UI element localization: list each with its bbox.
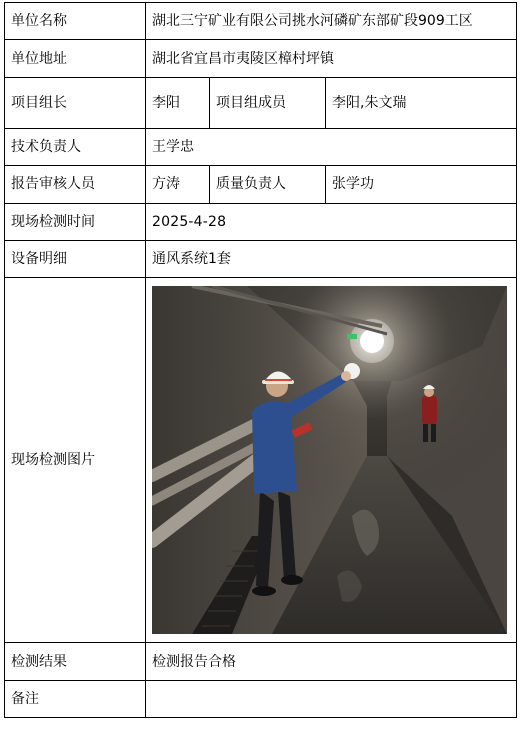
row-inspect-time <box>5 203 517 240</box>
value-equipment: 通风系统1套 <box>146 240 517 277</box>
row-unit-address <box>5 40 517 77</box>
row-remarks <box>5 680 517 717</box>
label-team-leader: 项目组长 <box>5 77 146 128</box>
row-photo <box>5 278 517 643</box>
label-remarks: 备注 <box>5 680 146 717</box>
row-reviewer <box>5 166 517 203</box>
value-team-leader: 李阳 <box>146 77 210 128</box>
row-tech-lead <box>5 128 517 165</box>
value-unit-address: 湖北省宜昌市夷陵区樟村坪镇 <box>146 40 517 77</box>
inspection-record-table <box>4 2 517 718</box>
value-tech-lead: 王学忠 <box>146 128 517 165</box>
label-tech-lead: 技术负责人 <box>5 128 146 165</box>
label-reviewer: 报告审核人员 <box>5 166 146 203</box>
row-unit-name <box>5 3 517 40</box>
row-equipment <box>5 240 517 277</box>
label-unit-name: 单位名称 <box>5 3 146 40</box>
label-inspect-time: 现场检测时间 <box>5 203 146 240</box>
label-unit-address: 单位地址 <box>5 40 146 77</box>
value-remarks <box>146 680 517 717</box>
row-team-leader <box>5 77 517 128</box>
row-result <box>5 643 517 680</box>
value-team-members: 李阳,朱文瑞 <box>326 77 517 128</box>
label-photo: 现场检测图片 <box>5 278 146 643</box>
site-inspection-photo <box>152 286 507 634</box>
label-team-members: 项目组成员 <box>210 77 326 128</box>
value-unit-name: 湖北三宁矿业有限公司挑水河磷矿东部矿段909工区 <box>146 3 517 40</box>
value-inspect-time: 2025-4-28 <box>146 203 517 240</box>
value-quality-lead: 张学功 <box>326 166 517 203</box>
label-quality-lead: 质量负责人 <box>210 166 326 203</box>
label-result: 检测结果 <box>5 643 146 680</box>
value-result: 检测报告合格 <box>146 643 517 680</box>
value-reviewer: 方涛 <box>146 166 210 203</box>
label-equipment: 设备明细 <box>5 240 146 277</box>
value-photo <box>146 278 517 643</box>
